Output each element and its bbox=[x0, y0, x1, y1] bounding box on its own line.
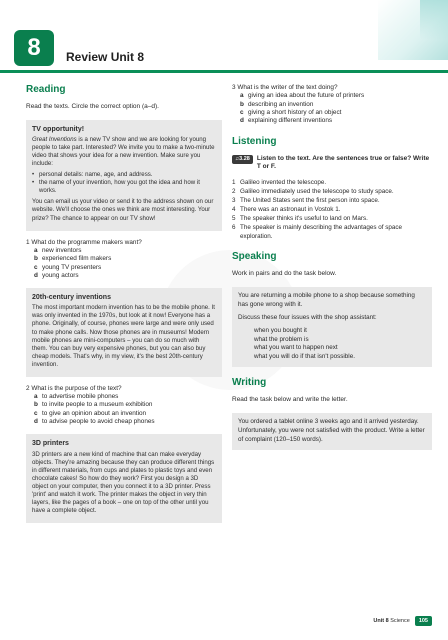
bullet-list bbox=[32, 171, 216, 195]
option-d[interactable]: d explaining different inventions bbox=[240, 117, 333, 125]
speaking-task-box bbox=[232, 287, 432, 367]
writing-task-box: You ordered a tablet online 3 weeks ago and it arrived yesterday. Unfortunately, you were not satisfied with the product. Write a letter of complaint (120–150 words). bbox=[232, 413, 432, 449]
option-a[interactable]: a giving an idea about the future of printers bbox=[240, 92, 365, 100]
text-title: 3D printers bbox=[32, 440, 69, 448]
text-box-3d-printers bbox=[26, 434, 222, 522]
task-discuss: Discuss these four issues with the shop assistant: bbox=[238, 314, 377, 322]
statement: 1 Galileo invented the telescope. bbox=[232, 178, 327, 186]
footer-label: Unit 8 Science bbox=[373, 618, 410, 624]
question-3 bbox=[232, 84, 432, 126]
text-box-inventions bbox=[26, 288, 222, 376]
reading-heading: Reading bbox=[26, 84, 66, 95]
option-c[interactable]: c to give an opinion about an invention bbox=[34, 409, 147, 417]
page-title: Review Unit 8 bbox=[66, 50, 145, 64]
option-a[interactable]: a new inventors bbox=[34, 246, 82, 254]
question-2 bbox=[26, 385, 222, 427]
option-b[interactable]: b to invite people to a museum exhibition bbox=[34, 401, 153, 409]
option-c[interactable]: c young TV presenters bbox=[34, 263, 102, 271]
statement-list bbox=[232, 178, 432, 242]
reading-instruction: Read the texts. Circle the correct option (a–d). bbox=[26, 103, 159, 110]
text-paragraph: 3D printers are a new kind of machine that can make everyday objects. They're amazing because they can produce different things in different materials, from cups and plates to plastic toys and even chocolate cakes! So how do they work? First you design a 3D object on your computer, then you connect it to a 3D printer. Press 'print' and watch it work. The printer makes the object in very thin layers, like the pages of a book – one on top of the other until you have a complete object. bbox=[32, 450, 215, 514]
bullet-item: • personal details: name, age, and address. bbox=[32, 171, 216, 179]
statement: 2 Galileo immediately used the telescope to study space. bbox=[232, 187, 394, 195]
statement: 5 The speaker thinks it's useful to land on Mars. bbox=[232, 215, 368, 223]
issue-item: what the problem is bbox=[254, 335, 309, 343]
bullet-item: • the name of your invention, how you got the idea and how it works. bbox=[32, 179, 216, 195]
option-b[interactable]: b describing an invention bbox=[240, 100, 314, 108]
text-title: TV opportunity! bbox=[32, 126, 85, 133]
right-column bbox=[232, 84, 432, 460]
option-d[interactable]: d to advise people to avoid cheap phones bbox=[34, 417, 155, 425]
question-1 bbox=[26, 239, 222, 281]
statement: 3 The United States sent the first person into space. bbox=[232, 196, 380, 204]
writing-heading: Writing bbox=[232, 377, 267, 389]
listening-instruction: Listen to the text. Are the sentences true or false? Write T or F. bbox=[256, 154, 430, 171]
option-d[interactable]: d young actors bbox=[34, 271, 79, 279]
writing-instruction: Read the task below and write the letter. bbox=[232, 396, 348, 404]
speaking-heading: Speaking bbox=[232, 251, 277, 263]
option-a[interactable]: a to advertise mobile phones bbox=[34, 393, 119, 400]
statement: 6 The speaker is mainly describing the advantages of space exploration. bbox=[232, 224, 403, 241]
task-intro: You are returning a mobile phone to a shop because something has gone wrong with it. bbox=[238, 292, 415, 309]
unit-number: 8 bbox=[27, 34, 41, 61]
text-paragraph: The most important modern invention has to be the mobile phone. It was only invented in the 1970s, but look at it now! Everyone has a phone. Originally, of course, phones were large and were only used to make phone calls. Now those phones are in museums! Modern mobile phones are mini-computers – you can do so much with them. You can buy very expensive phones, but you can also buy cheap models. That's why, in my view, it's the best 20th-century invention. bbox=[32, 304, 215, 368]
issue-item: when you bought it bbox=[254, 326, 307, 334]
page-footer bbox=[373, 616, 432, 626]
statement: 4 There was an astronaut in Vostok 1. bbox=[232, 205, 341, 213]
page-number: 105 bbox=[415, 616, 432, 626]
text-span: is a new TV show and we are looking for young people to take part. Interested? We invite you to make a two-minute video that shows your idea for a new invention. Make sure you include: bbox=[32, 136, 215, 168]
text-paragraph: You can email us your video or send it to the address shown on our website. We'll choose the ones we think are most interesting. Your prize? The chance to appear on our TV show! bbox=[32, 198, 214, 222]
question-stem: 2 What is the purpose of the text? bbox=[26, 384, 122, 392]
issue-item: what you want to happen next bbox=[254, 344, 338, 352]
audio-track-badge[interactable]: ♫3.28 bbox=[232, 155, 253, 164]
show-name: Great Inventions bbox=[32, 136, 77, 144]
text-paragraph bbox=[32, 136, 216, 168]
option-c[interactable]: c giving a short history of an object bbox=[240, 108, 342, 116]
question-stem: 1 What do the programme makers want? bbox=[26, 238, 142, 246]
option-b[interactable]: b experienced film makers bbox=[34, 255, 112, 263]
corner-decoration-2 bbox=[420, 0, 448, 40]
question-stem: 3 What is the writer of the text doing? bbox=[232, 84, 338, 91]
listening-heading: Listening bbox=[232, 135, 277, 147]
text-title: 20th-century inventions bbox=[32, 294, 111, 302]
issue-item: what you will do if that isn't possible. bbox=[254, 353, 355, 361]
header-rule bbox=[0, 70, 448, 73]
text-box-tv bbox=[26, 120, 222, 231]
listening-instruction-row bbox=[232, 155, 432, 172]
left-column bbox=[26, 84, 222, 523]
speaking-instruction: Work in pairs and do the task below. bbox=[232, 270, 337, 278]
